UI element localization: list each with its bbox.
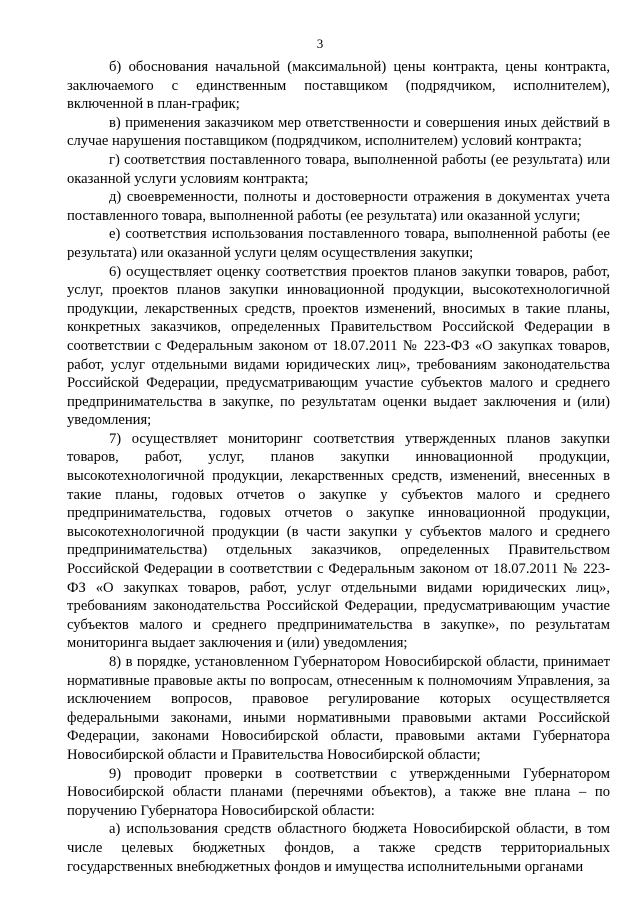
paragraph-v: в) применения заказчиком мер ответственности и совершения иных действий в случае нарушения поставщиком (подрядчиком, исполнителем) условий контракта;: [67, 114, 610, 150]
paragraph-8: 8) в порядке, установленном Губернатором Новосибирской области, принимает нормативные правовые акты по вопросам, отнесенным к полномочиям Управления, за исключением вопросов, правовое регулирование которых осуществляется федеральными законами, иными нормативными правовыми актами Российской Федерации, законами Новосибирской области, правовыми актами Губернатора Новосибирской области и Правительства Новосибирской области;: [67, 654, 610, 763]
paragraph-6: 6) осуществляет оценку соответствия проектов планов закупки товаров, работ, услуг, проектов планов закупки инновационной продукции, высокотехнологичной продукции, лекарственных средств, проектов изменений, вносимых в такие планы, конкретных заказчиков, определенных Правительством Российской Федерации в соответствии с Федеральным законом от 18.07.2011 № 223-ФЗ «О закупках товаров, работ, услуг отдельными видами юридических лиц», требованиям законодательства Российской Федерации, предусматривающим участие субъектов малого и среднего предпринимательства в закупке, по результатам оценки выдает заключения и (или) уведомления;: [67, 263, 610, 429]
paragraph-e: е) соответствия использования поставленного товара, выполненной работы (ее результата) или оказанной услуги целям осуществления закупки;: [67, 226, 610, 261]
paragraph-b: б) обоснования начальной (максимальной) цены контракта, цены контракта, заключаемого с единственным поставщиком (подрядчиком, исполнителем), включенной в план-график;: [67, 59, 610, 113]
paragraph-d: д) своевременности, полноты и достоверности отражения в документах учета поставленного товара, выполненной работы (ее результата) или оказанной услуги;: [67, 189, 610, 224]
paragraph-g: г) соответствия поставленного товара, выполненной работы (ее результата) или оказанной услуги условиям контракта;: [67, 151, 610, 187]
paragraph-7: 7) осуществляет мониторинг соответствия утвержденных планов закупки товаров, работ, услуг, планов закупки инновационной продукции, высокотехнологичной продукции, лекарственных средств, изменений, внесенных в такие планы, годовых отчетов о закупке у субъектов малого и среднего предпринимательства, годовых отчетов о закупке инновационной продукции, высокотехнологичной продукции (в части закупки у субъектов малого и среднего предпринимательства) отдельных заказчиков, определенных Правительством Российской Федерации в соответствии с Федеральным законом от 18.07.2011 № 223-ФЗ «О закупках товаров, работ, услуг отдельными видами юридических лиц», требованиям законодательства Российской Федерации, предусматривающим участие субъектов малого и среднего предпринимательства в закупке», по результатам мониторинга выдает заключения и (или) уведомления;: [67, 430, 610, 652]
paragraph-9: 9) проводит проверки в соответствии с утвержденными Губернатором Новосибирской области планами (перечнями объектов), а также вне плана – по поручению Губернатора Новосибирской области:: [67, 765, 610, 819]
document-body: [67, 58, 610, 876]
page-number: 3: [316, 36, 324, 51]
paragraph-a: а) использования средств областного бюджета Новосибирской области, в том числе целевых бюджетных фондов, а также средств территориальных государственных внебюджетных фондов и имущества исполнительными органами: [67, 821, 610, 875]
